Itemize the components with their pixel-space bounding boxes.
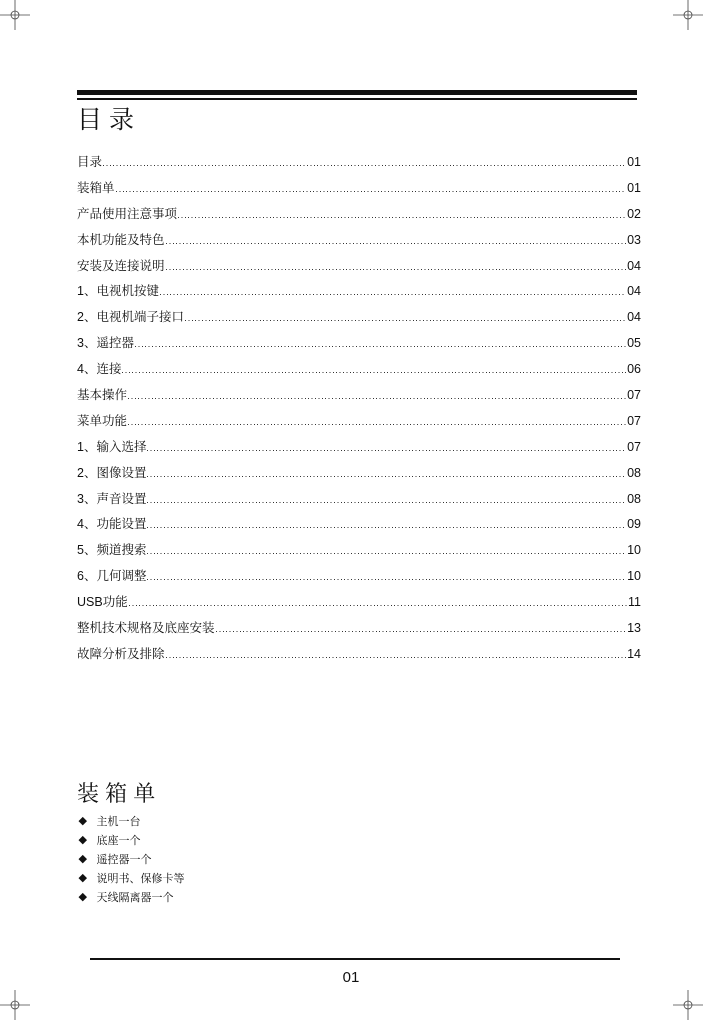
dot-leader (129, 605, 627, 606)
list-item-text: 底座一个 (96, 834, 141, 847)
toc-entry (77, 383, 641, 409)
toc-entry (77, 254, 641, 280)
toc-entry-label: USB功能 (77, 595, 128, 610)
toc-entry (77, 461, 641, 487)
toc-entry (77, 642, 641, 668)
dot-leader (166, 243, 627, 244)
toc-entry-page: 05 (627, 336, 641, 351)
toc-entry (77, 487, 641, 513)
toc-entry-page: 14 (627, 646, 641, 661)
toc-entry-label: 装箱单 (77, 180, 115, 195)
toc-entry-label: 2、图像设置 (77, 465, 147, 480)
registration-mark-icon (0, 0, 30, 30)
diamond-bullet-icon (79, 836, 87, 844)
toc-entry-page: 02 (627, 206, 641, 221)
toc-entry-page: 10 (627, 569, 641, 584)
toc-entry-page: 03 (627, 232, 641, 247)
toc-entry-label: 5、频道搜索 (77, 543, 147, 558)
toc-entry-page: 08 (627, 491, 641, 506)
toc-entry (77, 305, 641, 331)
toc-entry-page: 07 (627, 388, 641, 403)
toc-entry-label: 菜单功能 (77, 413, 128, 428)
toc-entry (77, 435, 641, 461)
toc-entry-page: 07 (627, 439, 641, 454)
dot-leader (160, 294, 626, 295)
toc-entry-label: 故障分析及排除 (77, 646, 165, 661)
dot-leader (185, 320, 626, 321)
dot-leader (216, 631, 627, 632)
registration-mark-icon (673, 0, 703, 30)
toc-entry-label: 产品使用注意事项 (77, 206, 178, 221)
header-rule-thin (77, 98, 637, 100)
toc-entry (77, 202, 641, 228)
toc-entry-label: 安装及连接说明 (77, 258, 165, 273)
footer-rule (90, 958, 620, 960)
toc-entry-page: 01 (627, 180, 641, 195)
dot-leader (128, 424, 626, 425)
toc-entry (77, 512, 641, 538)
dot-leader (135, 346, 626, 347)
dot-leader (147, 579, 626, 580)
toc-entry-label: 1、输入选择 (77, 439, 147, 454)
toc-title: 目 录 (77, 106, 134, 134)
dot-leader (147, 476, 626, 477)
toc-entry-page: 04 (627, 258, 641, 273)
toc-entry (77, 331, 641, 357)
dot-leader (103, 165, 626, 166)
toc-entry-page: 04 (627, 284, 641, 299)
list-item-text: 天线隔离器一个 (96, 891, 174, 904)
toc-entry-label: 3、声音设置 (77, 491, 147, 506)
toc-entry-label: 本机功能及特色 (77, 232, 165, 247)
toc-entry-label: 目录 (77, 155, 103, 169)
list-item (77, 868, 377, 887)
table-of-contents (77, 150, 641, 668)
dot-leader (178, 217, 626, 218)
toc-entry (77, 279, 641, 305)
toc-entry (77, 564, 641, 590)
toc-entry-label: 4、功能设置 (77, 517, 147, 532)
dot-leader (147, 527, 626, 528)
list-item (77, 811, 377, 830)
packing-list-title: 装 箱 单 (77, 781, 156, 806)
header-rule-thick (77, 90, 637, 95)
toc-entry (77, 150, 641, 176)
list-item-text: 说明书、保修卡等 (96, 872, 185, 885)
registration-mark-icon (673, 990, 703, 1020)
toc-entry-label: 1、电视机按键 (77, 284, 159, 299)
diamond-bullet-icon (79, 874, 87, 882)
toc-entry-page: 09 (627, 517, 641, 532)
toc-entry-page: 13 (627, 621, 641, 636)
dot-leader (166, 269, 627, 270)
toc-entry-page: 10 (627, 543, 641, 558)
toc-entry (77, 538, 641, 564)
list-item-text: 遥控器一个 (96, 853, 152, 866)
diamond-bullet-icon (79, 817, 87, 825)
list-item (77, 887, 377, 906)
registration-mark-icon (0, 990, 30, 1020)
dot-leader (147, 502, 626, 503)
dot-leader (122, 372, 626, 373)
toc-entry-page: 06 (627, 362, 641, 377)
list-item (77, 830, 377, 849)
toc-entry-label: 2、电视机端子接口 (77, 310, 184, 325)
diamond-bullet-icon (79, 893, 87, 901)
dot-leader (116, 191, 627, 192)
toc-entry (77, 409, 641, 435)
toc-entry-page: 07 (627, 413, 641, 428)
toc-entry-label: 4、连接 (77, 362, 122, 377)
toc-entry-page: 01 (627, 155, 641, 169)
toc-entry-label: 3、遥控器 (77, 336, 134, 351)
toc-entry (77, 228, 641, 254)
dot-leader (147, 450, 626, 451)
toc-entry-page: 11 (628, 595, 641, 610)
packing-list (77, 811, 377, 906)
toc-entry-page: 04 (627, 310, 641, 325)
toc-entry-page: 08 (627, 465, 641, 480)
toc-entry-label: 6、几何调整 (77, 569, 147, 584)
toc-entry-label: 基本操作 (77, 388, 128, 403)
toc-entry (77, 176, 641, 202)
toc-entry (77, 616, 641, 642)
page-number: 01 (342, 969, 360, 986)
toc-entry (77, 590, 641, 616)
dot-leader (128, 398, 626, 399)
list-item-text: 主机一台 (96, 815, 141, 828)
dot-leader (147, 553, 626, 554)
toc-entry (77, 357, 641, 383)
dot-leader (166, 657, 627, 658)
diamond-bullet-icon (79, 855, 87, 863)
toc-entry-label: 整机技术规格及底座安装 (77, 621, 215, 636)
list-item (77, 849, 377, 868)
